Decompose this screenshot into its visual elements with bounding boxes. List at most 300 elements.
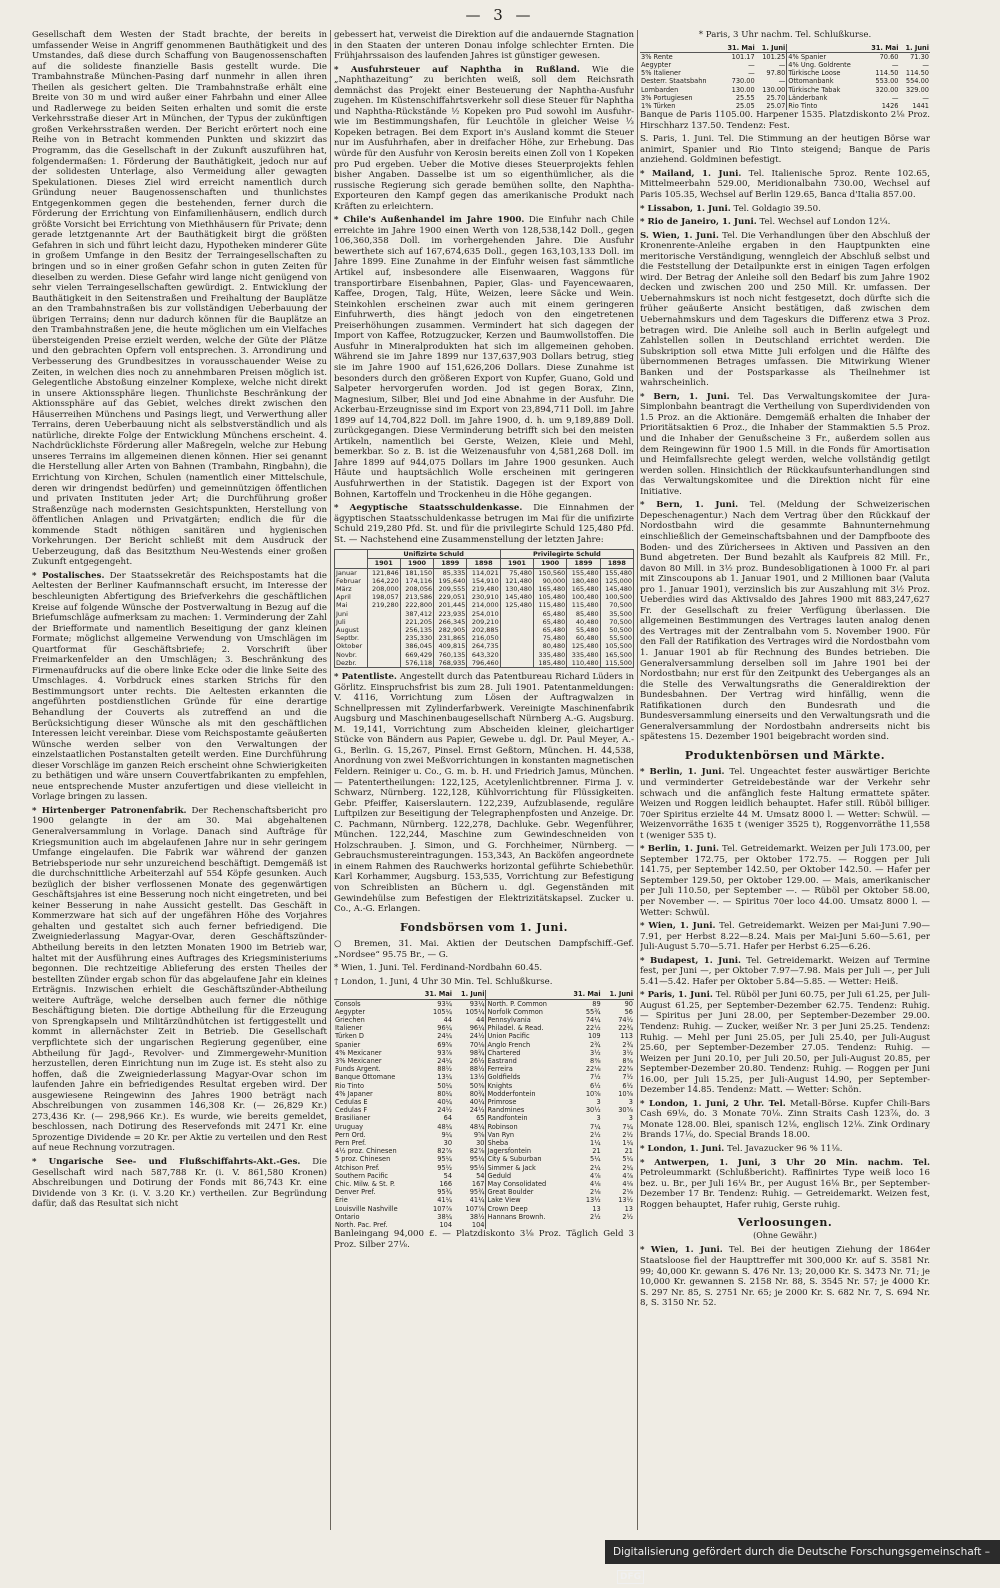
- article-head: * Bern, 1. Juni.: [640, 391, 730, 402]
- table-cell: 40¼: [437, 1098, 453, 1107]
- table-cell: 95¼: [469, 1155, 485, 1164]
- table-cell: 101.17: [731, 52, 755, 61]
- table-cell: 209,555: [434, 585, 467, 593]
- table-cell: 82⅞: [437, 1147, 453, 1156]
- column-1: [32, 30, 327, 1530]
- table-cell: 130.00: [731, 85, 755, 94]
- table-cell: 150,560: [534, 568, 567, 577]
- table-cell: 21: [624, 1147, 633, 1156]
- table-row: [334, 1131, 634, 1139]
- article: [640, 1158, 930, 1211]
- table-cell: 75,480: [500, 568, 533, 577]
- table-cell: Southern Pacific: [335, 1171, 389, 1180]
- table-cell: 3: [628, 1114, 633, 1123]
- table-cell: 13¼: [437, 1073, 453, 1082]
- table-cell: 44: [476, 1016, 485, 1025]
- table-cell: 50¼: [437, 1081, 453, 1090]
- table-cell: 13½: [469, 1073, 485, 1082]
- article-text: Petroleummarkt (Schlußbericht). Raffinirtes Type weiß loco 16 bez. u. Br., per Juli 16¼ Br., per August 16⅛ Br., per September-Dezember 17 Br. Tendenz: Ruhig. — Getreidemarkt. Weizen fest, Roggen behauptet, Hafer ruhig, Gerste ruhig.: [640, 1168, 930, 1210]
- column-header: 1. Juni: [756, 44, 787, 53]
- table-cell: 1¼: [590, 1139, 601, 1148]
- table-cell: Türken D: [335, 1032, 365, 1041]
- table-row: [334, 1172, 634, 1180]
- year-header: 1900: [400, 559, 433, 568]
- table-cell: 115,480: [534, 601, 567, 609]
- article-text: Tel. Wechsel auf London 12¼.: [759, 217, 891, 228]
- table-cell: 85,335: [434, 568, 467, 577]
- table-row: [335, 568, 634, 577]
- table-cell: 3: [596, 1114, 601, 1123]
- dfg-logo: DFG: [617, 1570, 644, 1584]
- article-text: Tel. Bei der heutigen Ziehung der 1864er Staatsloose fiel der Haupttreffer mit 300,000 Kr. auf S. 3581 Nr. 99; 40,000 Kr. gewann S. 476 Nr. 13; 20,000 Kr. S. 3473 Nr. 71; je 10,000 Kr. gewannen S. 2158 Nr. 88, S. 3545 Nr. 57; je 4000 Kr. S. 297 Nr. 85, S. 2751 Nr. 65; je 2000 Kr. S. 682 Nr. 7, S. 694 Nr. 8, S. 3150 Nr. 52.: [640, 1245, 930, 1309]
- table-cell: Novbr.: [335, 651, 368, 659]
- table-cell: 88½: [469, 1065, 485, 1074]
- column-header: 1. Juni: [899, 44, 930, 53]
- table-cell: 105,500: [600, 642, 633, 650]
- table-cell: Goldfields: [486, 1073, 565, 1081]
- table-cell: —: [748, 60, 755, 69]
- table-cell: 44: [443, 1016, 453, 1025]
- table-cell: 1426: [881, 101, 899, 110]
- table-cell: 155,480: [600, 568, 633, 577]
- table-cell: Philadel. & Read.: [486, 1024, 565, 1032]
- table-row: [334, 1196, 634, 1204]
- table-cell: 282,905: [434, 626, 467, 634]
- table-cell: 409,815: [434, 642, 467, 650]
- table-cell: 386,045: [400, 642, 433, 650]
- article: [640, 204, 930, 215]
- article-text: Tel. Ungeachtet fester auswärtiger Berichte und verminderter Getreidebestände war der Verkehr sehr schwach und die anfänglich feste Haltung ermattete später. Weizen und Roggen leidlich behauptet. Hafer still. Rüböl billiger. 70er Spiritus erzielte 44 M. Umsatz 8000 l. — Wetter: Schwül. — Weizenvorräthe 1635 t (weniger 3525 t), Roggenvorräthe 11,558 t (weniger 535 t).: [640, 767, 930, 841]
- table-cell: 219,480: [467, 585, 500, 593]
- table-cell: 1% Türken: [641, 101, 676, 110]
- article-text: Der Rechenschaftsbericht pro 1900 gelangte in der am 30. Mai abgehaltenen Generalversammlung in Vorlage. Danach sind Aufträge für Kriegsmunition auch im abgelaufenen Jahre nur in sehr geringem Umfange eingelaufen. Die Fabrik war während der ganzen Betriebsperiode nur sehr unzureichend beschäftigt. Demgemäß ist die durchschnittliche Arbeiterzahl auf 554 Köpfe gesunken. Auch bezüglich der bisher verflossenen Monate des gegenwärtigen Geschäftsjahres ist eine Besserung noch nicht eingetreten, und bei keiner Besserung in nahe Aussicht gestellt. Das Geschäft in Kommerzware hat sich auf der ungefähren Höhe des Vorjahres gehalten und gestaltet sich auch ferner befriedigend. Die Zweigniederlassung Magyar-Ovar, deren Geschäftszünder-Abtheilung bereits in den letzten Monaten 1900 im Betrieb war, haltet mit der Ausführung eines Auftrages des Kriegsministeriums begonnen. Die rechtzeitige Ablieferung des ersten Theiles der bestellten Zünder ergab schon für das abgelaufene Jahr ein kleines Erträgnis. Inzwischen erhielt die Geschäftszünder-Abtheilung weitere Aufträge, welche derselben auch ferner die nöthige Beschäftigung bieten. Die dortige Abtheilung für die Erzeugung von Sprengkapseln und Militärzündhütchen ist fertiggestellt und kommt in allernächster Zeit in Betrieb. Die Gesellschaft verpflichtete sich der ungarischen Regierung gegenüber, eine Abtheilung für Jagd-, Revolver- und Zimmergewehr-Munition herzustellen, deren Einrichtung nun im Zuge ist. Es steht also zu hoffen, daß die Zweigniederlassung Magyar-Ovar schon im laufenden Jahre ein befriedigendes Resultat ergeben wird. Der ausgewiesene Reingewinn des Jahres 1900 beträgt nach Abschreibungen von zusammen 146,308 Kr. (— 26,829 Kr.) 273,436 Kr. (— 298,966 Kr.). Es wurde, wie bereits gemeldet, beschlossen, nach Dotirung des Reservefonds mit 2471 Kr. eine 5prozentige Dividende = 20 Kr. per Aktie zu verteilen und den Rest auf neue Rechnung vorzutragen.: [32, 805, 327, 1154]
- table-cell: 65,480: [534, 610, 567, 618]
- table-cell: Rio Tinto: [787, 102, 865, 110]
- verloosungen-sub: (Ohne Gewähr.): [753, 1230, 817, 1240]
- table-cell: Crown Deep: [486, 1205, 565, 1213]
- table-cell: Septbr.: [335, 634, 368, 642]
- table-cell: 208,000: [367, 585, 400, 593]
- table-cell: Desterr. Staatsbahn: [641, 77, 707, 86]
- egypt-debt-table: [334, 549, 634, 668]
- table-cell: 105¼: [465, 1007, 485, 1016]
- table-cell: 643,320: [467, 651, 500, 659]
- table-cell: Länderbank: [787, 94, 865, 102]
- article: [334, 215, 634, 500]
- table-cell: 796,460: [467, 659, 500, 668]
- table-cell: Februar: [335, 577, 368, 585]
- table-cell: 100,500: [600, 593, 633, 601]
- article-head: * Rio de Janeiro, 1. Juni.: [640, 217, 757, 228]
- table-row: [640, 61, 930, 69]
- table-cell: 65: [476, 1114, 485, 1123]
- table-row: [335, 618, 634, 626]
- table-cell: 10⅝: [585, 1089, 601, 1098]
- article-text: Die Einnahmen der ägyptischen Staatsschuldenkasse betrugen im Mai für die unifizirte Schuld 219,280 Pfd. St. und für die privilegirte Schuld 125,480 Pfd. St. — Nachstehend eine Zusammenstellung der letzten Jahre:: [334, 503, 634, 545]
- article: [640, 767, 930, 841]
- article-text: Der Staatssekretär des Reichspostamts hat die Aeltesten der Berliner Kaufmannschaft ersucht, im Interesse der beschleunigten Abfertigung des Briefverkehrs die geschäftlichen Kreise auf folgende Wünsche der Postverwaltung in Bezug auf die Briefumschläge aufmerksam zu machen: 1. Verminderung der Zahl der Briefformate und namentlich Beseitigung der ganz kleinen Formate; möglichst allgemeine Verwendung von Umschlägen im Quartformat für Geschäftsbriefe; 2. Vorschrift über Freimarkenfelder an den Umschlägen; 3. Beschränkung des Firmenaufdrucks auf die obere linke Ecke oder die linke Seite des Umschlages. 4. Vorbdruck eines starken Strichs für den Bestimmungsort unter rechts. Die Aeltesten erkannten die angeführten postdienstlichen Gründe für eine derartige Behandlung der Couverts als zutreffend an und die Berücksichtigung dieser Wünsche als mit den geschäftlichen Interessen leicht vereinbar. Diese vom Reichspostamte geäußerten Wünsche werden selber von den Verwaltungen der einzelstaatlichen Postanstalten geteilt werden. Eine Durchführung dieser Vorschläge im ganzen Reich erscheint ohne Schwierigkeiten zu bethätigen und wäre unsern Couvertfabrikanten zu empfehlen, neue entsprechende Muster anzufertigen und diese vielleicht in Vorlage bringen zu lassen.: [32, 570, 327, 803]
- article-text: Metall-Börse. Kupfer Chili-Bars Cash 69⅛, do. 3 Monate 70⅛. Zinn Straits Cash 123⅞, do. 3 Monate 128.00. Blei, spanisch 12⅛, englisch 12⅛. Zink Ordinary Brands 17⅛, do. Special Brands 18.00.: [640, 1098, 930, 1141]
- table-cell: [367, 634, 400, 642]
- month-header: [335, 550, 368, 568]
- table-cell: April: [335, 593, 368, 601]
- table-row: [335, 601, 634, 609]
- article-head: * London, 1. Juni.: [640, 1144, 725, 1155]
- table-cell: 3% Rente: [641, 52, 673, 61]
- table-cell: Union Pacific: [486, 1032, 565, 1040]
- table-cell: 24¼: [437, 1032, 453, 1041]
- table-cell: 24½: [437, 1106, 453, 1115]
- fonds-line: † London, 1. Juni, 4 Uhr 30 Min. Tel. Schlußkurse.: [334, 976, 553, 987]
- table-row: [334, 1098, 634, 1106]
- table-cell: 82⅞: [469, 1147, 485, 1156]
- table-cell: 70,500: [600, 618, 633, 626]
- table-cell: —: [891, 60, 899, 69]
- column-header: [640, 44, 721, 53]
- table-cell: 13½: [618, 1196, 633, 1205]
- year-header: 1899: [434, 559, 467, 568]
- table-row: [334, 1041, 634, 1049]
- table-cell: 125,480: [567, 642, 600, 650]
- article-text: Wie die „Naphthazeitung“ zu berichten weiß, soll dem Reichsrath demnächst das Projekt einer Besteuerung der Naphtha-Ausfuhr zugehen. Im Küstenschiffahrtsverkehr soll diese Steuer für Naphtha und Naphtha-Rückstände ½ Kopeken pro Pud sowohl im Ausfuhr- wie im Bestimmungshafen, für Leuchtöle in gleicher Weise ⅓ Kopeken betragen. Bei dem Export in's Ausland kommt die Steuer nur im Ausfuhrhafen, aber in dreifacher Höhe, zur Erhebung. Das würde für den Ausfuhr von Kerosin bereits einen Zoll von 1 Kopeken pro Pud ergeben. Ueber die Motive dieses Steuerprojekts fehlen bisher Angaben. Dasselbe ist um so eigenthümlicher, als die russische Regierung sich gerade bemühen sollte, den Naphtha-Exporteuren den Kampf gegen das amerikanische Produkt nach Kräften zu erleichtern.: [334, 64, 634, 212]
- table-cell: 114.50: [905, 69, 929, 78]
- table-cell: Pennsylvania: [486, 1016, 565, 1024]
- table-cell: 235,330: [400, 634, 433, 642]
- table-cell: Chic. Milw. & St. P.: [335, 1180, 396, 1189]
- table-row: [334, 1180, 634, 1188]
- table-cell: Randmines: [486, 1106, 565, 1114]
- paris-footer: Banque de Paris 1105.00. Harpener 1535. Platzdiskonto 2⅛ Proz. Hirschharz 137.50. Tendenz: Fest.: [640, 110, 930, 131]
- column-header: [787, 44, 865, 53]
- column-header: 31. Mai: [565, 990, 602, 999]
- table-row: [334, 1147, 634, 1155]
- table-cell: 2½: [590, 1212, 601, 1221]
- column-rule: [330, 30, 331, 1530]
- table-cell: [500, 651, 533, 659]
- table-row: [335, 610, 634, 618]
- table-cell: 107⅞: [433, 1204, 453, 1213]
- table-cell: 24½: [469, 1106, 485, 1115]
- table-cell: August: [335, 626, 368, 634]
- article-text: Tel. Getreidemarkt. Weizen auf Termine fest, per Juni —, per Oktober 7.97—7.98. Mais per Juli —, per Juli 5.41—5.42. Hafer per Oktober 5.84—5.85. — Wetter: Heiß.: [640, 955, 930, 987]
- table-row: [334, 1188, 634, 1196]
- table-cell: 26½: [469, 1057, 485, 1066]
- year-header: 1898: [600, 559, 633, 568]
- table-row: [335, 651, 634, 659]
- table-cell: 71.30: [910, 52, 929, 61]
- table-row: [335, 593, 634, 601]
- table-cell: 22¾: [618, 1024, 633, 1033]
- table-cell: Türkische Loose: [787, 69, 865, 77]
- table-cell: 30: [476, 1139, 485, 1148]
- table-cell: 35,500: [600, 610, 633, 618]
- table-cell: 387,412: [400, 610, 433, 618]
- table-cell: 164,220: [367, 577, 400, 585]
- table-cell: 80,480: [534, 642, 567, 650]
- table-cell: 22⅛: [585, 1065, 601, 1074]
- table-cell: Griechen: [335, 1016, 365, 1025]
- table-row: [334, 1065, 634, 1073]
- article-head: * Budapest, 1. Juni.: [640, 955, 741, 966]
- article-head: S. Wien, 1. Juni.: [640, 230, 719, 241]
- table-cell: Pern Ord.: [335, 1130, 366, 1139]
- table-row: [334, 1164, 634, 1172]
- table-cell: 70⅛: [469, 1040, 485, 1049]
- table-cell: 13½: [585, 1196, 601, 1205]
- table-cell: North. Pac. Pref.: [335, 1221, 388, 1230]
- table-cell: 2¾: [622, 1040, 633, 1049]
- article: [640, 990, 930, 1095]
- table-cell: 2¾: [590, 1040, 601, 1049]
- table-cell: 201,445: [434, 601, 467, 609]
- column-header: [334, 990, 416, 999]
- table-cell: 69⅝: [437, 1040, 453, 1049]
- table-row: [334, 1090, 634, 1098]
- table-cell: May Consolidated: [486, 1180, 565, 1188]
- table-cell: 93¼: [469, 999, 485, 1008]
- table-row: [334, 1049, 634, 1057]
- table-cell: Uruguay: [335, 1122, 364, 1131]
- table-cell: 2⅛: [590, 1188, 601, 1197]
- table-cell: Norfolk Common: [486, 1008, 565, 1016]
- table-cell: 41¼: [437, 1196, 453, 1205]
- table-cell: Oktober: [335, 642, 368, 650]
- article: [32, 806, 327, 1154]
- table-cell: 229,051: [434, 593, 467, 601]
- table-cell: Anglo French: [486, 1041, 565, 1049]
- table-cell: 25.05: [735, 101, 755, 110]
- table-cell: 125,480: [500, 601, 533, 609]
- article-text: Tel. Die Verhandlungen über den Abschluß der Kronenrente-Anleihe ergaben in den Hauptpunkten eine meritorische Verständigung, wenngleich der Abschluß selbst und die Feststellung der Detailpunkte erst in einigen Tagen erfolgen wird. Der Betrag der Anleihe soll den Bedarf bis zum Jahre 1902 decken und zwischen 200 und 250 Mill. Kr. umfassen. Der Uebernahmskurs ist noch nicht festgesetzt, doch dürfte sich die früher geäußerte Ansicht bestätigen, daß zwischen dem Uebernahmskurs und dem Tageskurs die Differenz etwa 3 Proz. betragen wird. Die Anleihe soll auch in Berlin aufgelegt und Zahlstellen sollen in Deutschland errichtet werden. Die Subskription soll etwa Mitte Juli erfolgen und die Hälfte des übernommenen Betrages umfassen. Die Mitwirkung Wiener Banken und der Postsparkasse als Theilnehmer ist wahrscheinlich.: [640, 230, 930, 389]
- table-cell: —: [922, 93, 929, 102]
- table-cell: Brasilianer: [335, 1114, 371, 1123]
- table-cell: Jagersfontein: [486, 1147, 565, 1155]
- table-cell: 165,500: [600, 651, 633, 659]
- table-cell: Atchison Pref.: [335, 1163, 380, 1172]
- article-text: gebessert hat, verweist die Direktion auf die andauernde Stagnation in den Staaten der unteren Donau infolge schlechter Ernten. Die Frühjahrssaison des laufenden Jahres ist günstiger gewesen.: [334, 30, 634, 62]
- table-cell: 208,056: [400, 585, 433, 593]
- article-text: Die Gesellschaft wird nach 587,788 Kr. (i. V. 861,580 Kronen) Abschreibungen und Dotirung der Fonds mit 86,743 Kr. eine Dividende von 3 Kr. (i. V. 3.20 Kr.) vertheilen. Zur Begründung dafür, daß das Resultat sich nicht: [32, 1156, 327, 1210]
- article: [640, 956, 930, 988]
- table-cell: Eastrand: [486, 1057, 565, 1065]
- table-row: [334, 1114, 634, 1122]
- table-cell: 6½: [590, 1081, 601, 1090]
- table-cell: 320.00: [875, 85, 899, 94]
- table-cell: 3½: [590, 1048, 601, 1057]
- table-cell: 13: [624, 1204, 633, 1213]
- table-cell: 181,150: [400, 568, 433, 577]
- table-cell: 4% Japaner: [335, 1089, 373, 1098]
- article-head: * Aegyptische Staatsschuldenkasse.: [334, 503, 523, 514]
- table-cell: Januar: [335, 568, 368, 577]
- verloosungen-heading: Verloosungen.: [737, 1216, 833, 1230]
- table-cell: 209,210: [467, 618, 500, 626]
- article: [640, 217, 930, 228]
- table-cell: 4⅛: [590, 1180, 601, 1189]
- article-head: * Wien, 1. Juni.: [640, 921, 716, 932]
- article-head: * Ausfuhrsteuer auf Naphtha in Rußland.: [334, 64, 580, 75]
- table-row: [640, 94, 930, 102]
- article: [640, 921, 930, 953]
- table-cell: 3½: [622, 1048, 633, 1057]
- table-cell: 5¼: [622, 1155, 633, 1164]
- table-cell: 2⅛: [622, 1188, 633, 1197]
- table-cell: 54: [476, 1171, 485, 1180]
- table-cell: 105¼: [433, 1007, 453, 1016]
- table-cell: 2½: [622, 1130, 633, 1139]
- table-cell: 329.00: [905, 85, 929, 94]
- table-cell: 8⅜: [590, 1057, 601, 1066]
- table-cell: 80¾: [469, 1089, 485, 1098]
- table-cell: 48¼: [437, 1122, 453, 1131]
- table-cell: 25.70: [766, 93, 786, 102]
- article-text: Tel. Das Verwaltungskomitee der Jura-Simplonbahn beantragt die Vertheilung von Superdividenden von 1.5 Proz. an die Aktionäre. Demgemäß erhalten die Inhaber der Prioritätsaktien 6 Proz., die Inhaber der Stammaktien 5.5 Proz. und die Inhaber der Genußscheine 3 Fr., außerdem sollen aus dem Reingewinn für 1900 1.5 Mill. in die Fonds für Amortisation und Heimfallsrechte gelegt werden, welche vollständig getilgt werden sollen. Hinsichtlich der Rückkaufsunterhandlungen sind das Verwaltungskomitee und die Direktion nicht für eine Initiative.: [640, 391, 930, 497]
- table-cell: Lake View: [486, 1196, 565, 1204]
- year-header: 1900: [534, 559, 567, 568]
- table-cell: März: [335, 585, 368, 593]
- table-cell: 231,865: [434, 634, 467, 642]
- table-cell: Ferreira: [486, 1065, 565, 1073]
- table-cell: 669,429: [400, 651, 433, 659]
- table-row: [335, 626, 634, 634]
- table-cell: 185,480: [534, 659, 567, 668]
- table-cell: 115,500: [600, 659, 633, 668]
- table-cell: 166: [439, 1180, 453, 1189]
- london-footer: Banleingang 94,000 £. — Platzdiskonto 3⅛ Proz. Täglich Geld 3 Proz. Silber 27⅛.: [334, 1229, 634, 1250]
- article-head: * Ungarische See- und Flußschiffahrts-Akt.-Ges.: [32, 1156, 301, 1167]
- table-cell: 85,480: [567, 610, 600, 618]
- table-cell: 195,640: [434, 577, 467, 585]
- table-row: [334, 1008, 634, 1016]
- table-cell: 221,205: [400, 618, 433, 626]
- article: [640, 500, 930, 743]
- table-cell: Rio Tinto: [335, 1081, 364, 1090]
- table-cell: 7¼: [590, 1122, 601, 1131]
- column-header: 1. Juni: [453, 990, 486, 999]
- table-cell: 7½: [622, 1073, 633, 1082]
- table-cell: —: [891, 93, 899, 102]
- table-cell: Erie: [335, 1196, 348, 1205]
- table-cell: 130,480: [500, 585, 533, 593]
- table-cell: 40,480: [567, 618, 600, 626]
- table-cell: [500, 626, 533, 634]
- article-text: Gesellschaft dem Westen der Stadt brachte, der bereits in umfassender Weise in Angriff genommenen Bauthätigkeit und des Umstandes, daß diese durch Schaffung von Baugenossenschaften auf die solideste finanzielle Basis gestellt wurde. Die Trambahnstraße München-Pasing darf nunmehr in allen ihren Theilen als gesichert gelten. Die Trambahnstraße erhält eine Breite von 30 m und wird außer einer Fahrbahn und einer Allee und Radlerwege zu beiden Seiten erhalten und somit die erste Verkehrsstraße dieser Art in München, der Typus der zukünftigen großen Verkehrsstraßen werden. Der Bericht erörtert noch eine Reihe von in Betracht kommenden Punkten und skizzirt das Programm, das die Gesellschaft in der Zukunft auszuführen hat, folgendermaßen: 1. Förderung der Bauthätigkeit, jedoch nur auf der solidesten Unterlage, also Vermeidung aller gewagten Spekulationen. Dieses Ziel wird erreicht namentlich durch Gründung neuer Baugenossenschaften und thunlichstes Entgegenkommen gegen die bestehenden, ferner durch die Förderung der Errichtung von Einfamilienhäusern, endlich durch größte Vorsicht bei Errichtung von Miethhäusern für Private; denn gerade letztgenannte Art der Bauthätigkeit birgt die größten Gefahren in sich und führt leicht dazu, Hypotheken minderer Güte in großem Umfange in den Besitz der Terraingesellschaften zu bringen und so in einer großen Gefahr schon in guten Zeiten für dieselben zu werden. Diese Gefahr wird lange nicht genügend von sehr vielen Terraingesellschaften gewürdigt. 2. Entwicklung der Bauthätigkeit in den Seitenstraßen und Freihaltung der Bauplätze an den Trambahnstraßen bis zur vollständigen Ueberbauung der übrigen Terrains; denn nur dadurch können für die Bauplätze an den Trambahnstraßen jene, die heute möglichen um ein Vielfaches übersteigenden Preise erzielt werden, welche der Güte der Plätze und den gebrachten Opfern voll entsprechen. 3. Arrondirung und Verbesserung des Grundbesitzes in vorausschauender Weise zu Zeiten, in welchen dies noch zu annehmbaren Preisen möglich ist. Gelegentliche Abstoßung einzelner Komplexe, welche nicht direkt in unsere Aktionssphäre liegen. Thunlichste Beschränkung der Aktionssphäre auf das Gebiet, welches direkt zwischen den Häuserreihen Münchens und Pasings liegt, und Verwerthung aller Terrains, deren Ueberbauung nicht als selbstverständlich und als natürliche, direkte Folge der Entwicklung Münchens erscheint. 4. Nachdrücklichste Förderung aller Maßregeln, welche zur Hebung unseres Terrains im allgemeinen dienen können. Hier sei genannt die Herstellung aller Arten von Bahnen (Trambahn, Ringbahn), die Errichtung von Kirchen, Schulen (namentlich einer Mittelschule, deren wir dringendst bedürfen) und gemeinnützigen öffentlichen und privaten Instituten jeder Art; die Durchführung großer Straßenzüge nach modernsten Gesichtspunkten, Herstellung von öffentlichen Anlagen und Privatgärten; endlich die für die kommende Stadt nöthigen sanitären und hygienischen Vorkehrungen. Der Bericht schließt mit dem Ausdruck der Ueberzeugung, daß das Besitzthum Neu-Westends einer großen Zukunft entgegengeht.: [32, 30, 327, 568]
- table-cell: 1¼: [622, 1139, 633, 1148]
- table-cell: Juni: [335, 610, 368, 618]
- table-row: [334, 1032, 634, 1040]
- table-cell: 74¼: [585, 1016, 601, 1025]
- table-cell: 155,480: [567, 568, 600, 577]
- table-cell: 13: [592, 1204, 601, 1213]
- table-cell: [486, 1221, 565, 1229]
- table-cell: 40¼: [469, 1098, 485, 1107]
- table-cell: 96¼: [437, 1024, 453, 1033]
- table-row: [335, 659, 634, 668]
- article: [334, 30, 634, 62]
- table-cell: 125,000: [600, 577, 633, 585]
- column-2: [334, 30, 634, 1530]
- table-cell: 5% Italiener: [641, 69, 681, 78]
- table-cell: [367, 610, 400, 618]
- column-header: 1. Juni: [602, 990, 634, 999]
- table-cell: 115,480: [567, 601, 600, 609]
- table-cell: 730.00: [731, 77, 755, 86]
- table-cell: [500, 618, 533, 626]
- article: [32, 571, 327, 803]
- table-cell: Ottomanbank: [787, 77, 865, 85]
- table-cell: [500, 642, 533, 650]
- table-cell: Aegypter: [641, 60, 672, 69]
- article: [640, 134, 930, 166]
- table-cell: Great Boulder: [486, 1188, 565, 1196]
- table-cell: 219,280: [367, 601, 400, 609]
- year-header: 1898: [467, 559, 500, 568]
- table-cell: 5 proz. Chinesen: [335, 1155, 391, 1164]
- article-text: Tel. (Meldung der Schweizerischen Depeschenagentur.) Nach dem Vertrag über den Rückkauf der Nordostbahn wird die gesammte Bahnunternehmung einschließlich der Gemeinschaftsbahnen und der Dampfboote des Boden- und des Zürichersees in Aktiven und Passiven an den Bund abgetreten. Der Bund bezahlt als Kaufpreis 82 Mill. Fr., davon 80 Mill. in 3½ proz. Bundesobligationen à 1000 Fr. al pari mit Zinscoupons ab 1. Januar 1901, und 2 Millionen baar (Valuta pro 1. Januar 1901), verzinslich bis zur Auszahlung mit 3½ Proz. Ueberdies wird das Aktivsaldo des Jahres 1900 mit 883,247,627 Fr. der Gesellschaft zu freier Verfügung überlassen. Die allgemeinen Bestimmungen des Vertrages lauten analog denen des Vertrages mit der Zentralbahn vom 5. November 1900. Für den Fall der Ratifikation des Vertrages wird die Nordostbahn vom 1. Januar 1901 ab für Rechnung des Bundes betrieben. Die Generalversammlung derselben soll im Jahre 1901 bei der Nordostbahn; nur erst für den Zeitpunkt des Ueberganges als an die Stelle des Verwaltungsraths die Generaldirektion der Bundesbahnen. Der Vertrag wird hinfällig, wenn die Ratifikationen durch den Bundesrath und die Bundesversammlung einerseits und den Verwaltungsrath und die Generalversammlung der Nordostbahn andrerseits nicht bis spätestens 15. Dezember 1901 beigebracht worden sind.: [640, 500, 930, 743]
- year-header: 1901: [367, 559, 400, 568]
- article: [334, 503, 634, 545]
- table-cell: 165,480: [567, 585, 600, 593]
- table-cell: [565, 1221, 602, 1229]
- table-cell: 38¼: [437, 1212, 453, 1221]
- table-cell: 97.80: [766, 69, 786, 78]
- article: [640, 1144, 930, 1155]
- table-cell: 114.50: [875, 69, 899, 78]
- table-cell: 2½: [590, 1130, 601, 1139]
- table-row: [640, 77, 930, 85]
- table-cell: [500, 659, 533, 668]
- article-text: Tel. Getreidemarkt. Weizen per Mai-Juni 7.90—7.91, per Herbst 8.22—8.24. Mais per Mai-Juni 5.60—5.61, per Juli-August 5.70—5.71. Hafer per Herbst 6.25—6.26.: [640, 921, 930, 953]
- table-cell: Lombarden: [641, 85, 679, 94]
- table-cell: 90,000: [534, 577, 567, 585]
- table-cell: —: [748, 69, 755, 78]
- table-cell: 48¼: [469, 1122, 485, 1131]
- fonds-line: * Wien, 1. Juni. Tel. Ferdinand-Nordbahn 60.45.: [334, 963, 543, 974]
- table-cell: Cedulas E: [335, 1098, 368, 1107]
- table-cell: 22⅜: [618, 1065, 633, 1074]
- table-cell: 222,800: [400, 601, 433, 609]
- table-cell: 554.00: [905, 77, 929, 86]
- table-cell: 9¼: [441, 1130, 453, 1139]
- table-cell: 38½: [469, 1212, 485, 1221]
- table-cell: 95¼: [437, 1155, 453, 1164]
- table-cell: 90: [624, 999, 633, 1008]
- table-cell: 8⅜: [622, 1057, 633, 1066]
- digitization-footer: [605, 1540, 1000, 1582]
- table-cell: 101.25: [762, 52, 786, 61]
- table-cell: 145,480: [600, 585, 633, 593]
- table-cell: [500, 634, 533, 642]
- table-cell: —: [778, 77, 786, 86]
- table-cell: 55¾: [585, 1007, 601, 1016]
- table-cell: Funds Argent.: [335, 1065, 381, 1074]
- table-row: [335, 634, 634, 642]
- table-cell: 98¾: [469, 1048, 485, 1057]
- table-cell: 6½: [622, 1081, 633, 1090]
- table-cell: 64: [443, 1114, 453, 1123]
- article-head: * Bern, 1. Juni.: [640, 500, 739, 511]
- table-cell: —: [778, 60, 786, 69]
- paris-quotes-table: [640, 44, 930, 111]
- table-row: [334, 1139, 634, 1147]
- article: [32, 1157, 327, 1210]
- table-cell: Juli: [335, 618, 368, 626]
- table-cell: [367, 642, 400, 650]
- table-cell: 3: [628, 1098, 633, 1107]
- article-text: Tel. Rüböl per Juni 60.75, per Juli 61.25, per Juli-August 61.25, per September-Dezember 62.75. Tendenz: Ruhig. — Spiritus per Juni 28.00, per September-Dezember 29.00. Tendenz: Ruhig. — Zucker, weißer Nr. 3 per Juni 25.25. Tendenz: Ruhig. — Mehl per Juni 25.05, per Juli 25.40, per Juli-August 25.60, per September-Dezember 27.05. Tendenz: Ruhig. — Weizen per Juni 20.10, per Juli 20.50, per Juli-August 20.85, per September-Dezember 20.80. Tendenz: Ruhig. — Roggen per Juni 16.00, per Juli 15.25, per Juli-August 14.90, per September-Dezember 14.85. Tendenz: Matt. — Wetter: Schön.: [640, 990, 930, 1096]
- column-3: [640, 30, 930, 1530]
- table-cell: Pern Pref.: [335, 1139, 367, 1148]
